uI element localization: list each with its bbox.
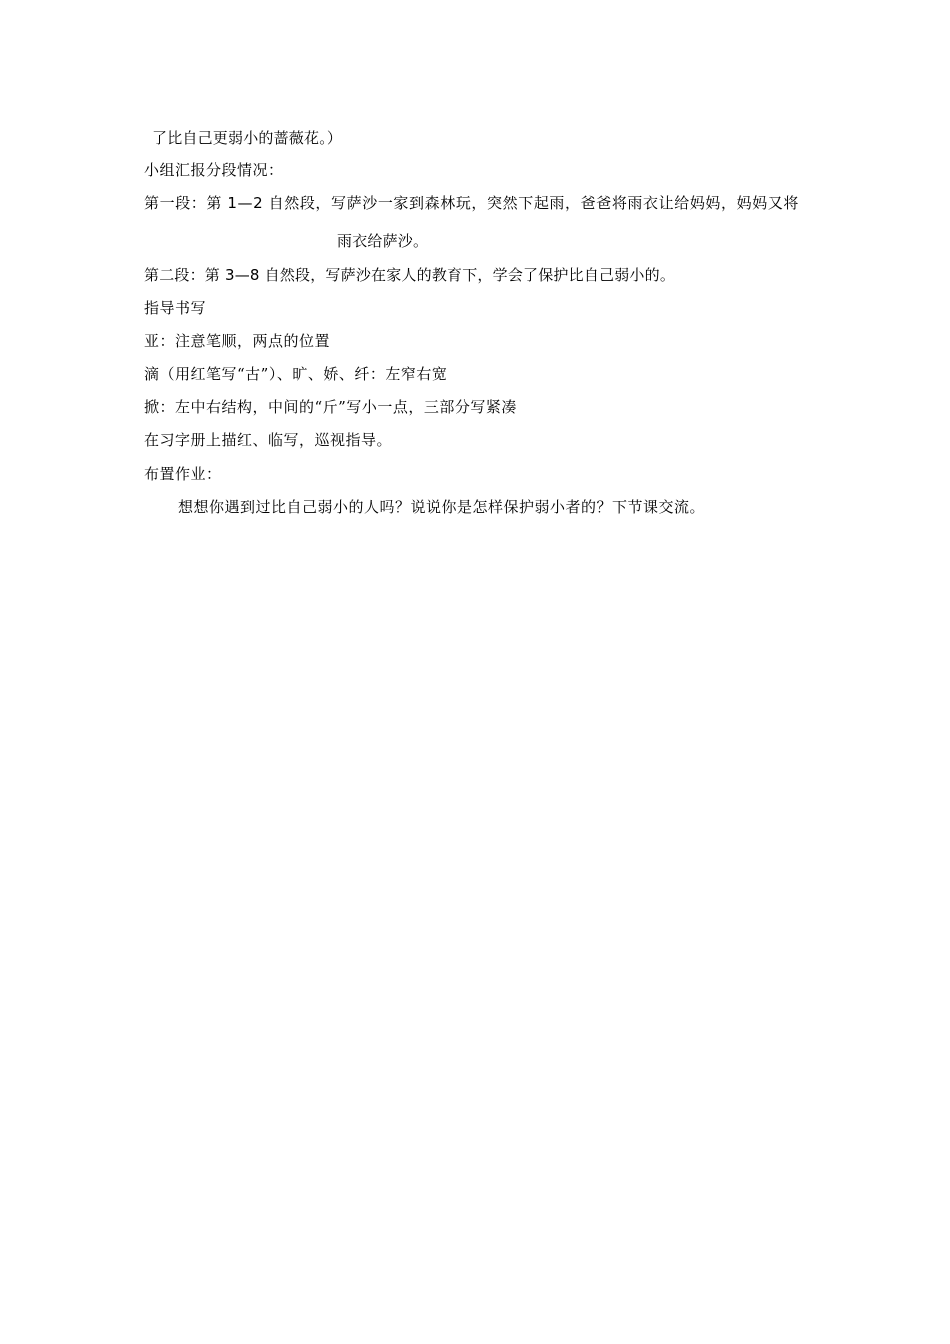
character-ya-note: 亚：注意笔顺，两点的位置 [144,332,331,350]
character-xian-note: 掀：左中右结构，中间的“斤”写小一点，三部分写紧凑 [144,398,517,416]
section-one-line-two: 雨衣给萨沙。 [337,232,429,250]
homework-text: 想想你遇到过比自己弱小的人吗？说说你是怎样保护弱小者的？下节课交流。 [178,498,706,516]
writing-guide-heading: 指导书写 [144,299,207,317]
continuation-line: 了比自己更弱小的蔷薇花。） [152,129,343,147]
section-one-line-one: 第一段：第 1—2 自然段，写萨沙一家到森林玩，突然下起雨，爸爸将雨衣让给妈妈，妈妈又将 [144,194,800,212]
group-report-heading: 小组汇报分段情况： [144,161,284,179]
practice-instruction: 在习字册上描红、临写，巡视指导。 [144,431,393,449]
section-two-line: 第二段：第 3—8 自然段，写萨沙在家人的教育下，学会了保护比自己弱小的。 [144,266,676,284]
homework-heading: 布置作业： [144,465,222,483]
character-di-note: 滴（用红笔写“古”）、旷、娇、纤：左窄右宽 [144,365,448,383]
